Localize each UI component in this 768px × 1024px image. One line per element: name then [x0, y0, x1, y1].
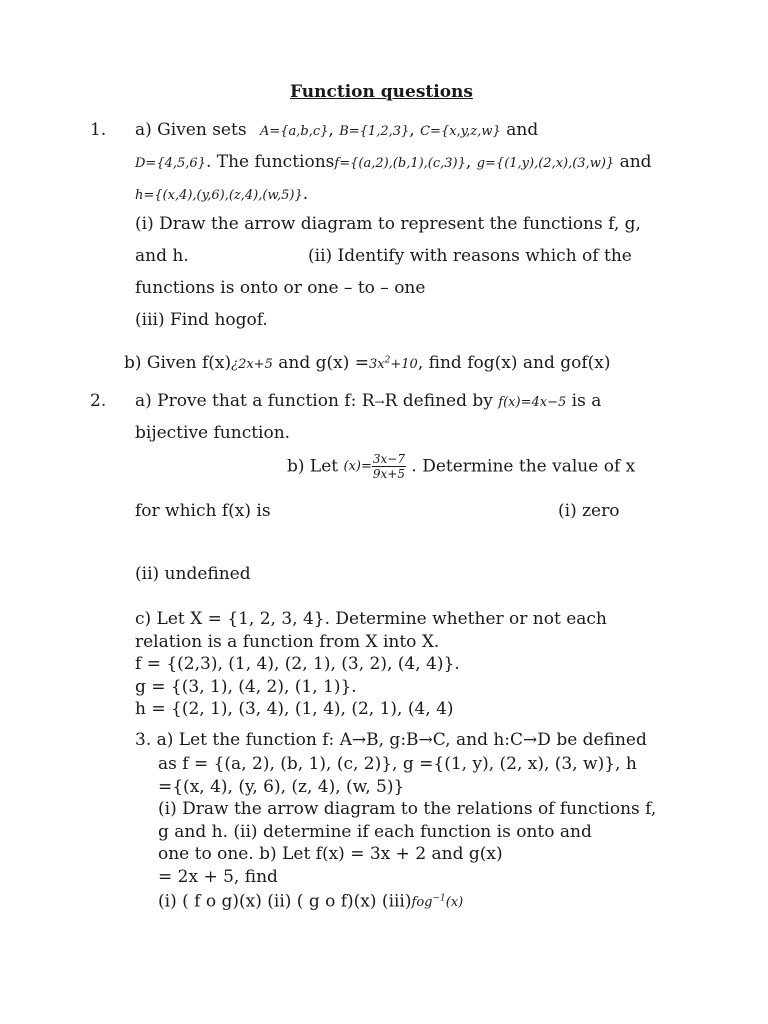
q2-b-fraction: $\frac{3x-7}{9x+5}$ [372, 452, 405, 481]
q2-bijective: bijective function. [135, 423, 291, 443]
q2-number: 2. [90, 391, 107, 411]
q3-line: = 2x + 5, find [158, 866, 278, 887]
q2-c-line: f = {(2,3), (1, 4), (2, 1), (3, 2), (4, 4)}. [135, 654, 460, 674]
q1-ii-text: (ii) Identify with reasons which of the [308, 246, 632, 266]
q2-c-line: h = {(2, 1), (3, 4), (1, 4), (2, 1), (4, 4) [135, 699, 454, 719]
q2-c-line: g = {(3, 1), (4, 2), (1, 1)}. [135, 676, 357, 697]
set-d: D={4,5,6} [135, 156, 206, 171]
q1-b-gx: $3x^2+10$ [369, 355, 418, 372]
q1-i-text: (i) Draw the arrow diagram to represent the functions f, g, [135, 214, 641, 234]
q2-c-line: c) Let X = {1, 2, 3, 4}. Determine whether or not each [135, 609, 607, 629]
q1-line-3: h={(x,4),(y,6),(z,4),(w,5)}. [135, 184, 309, 204]
q2-c-line: relation is a function from X into X. [135, 631, 440, 652]
q3-line: as f = {(a, 2), (b, 1), (c, 2)}, g ={(1, y), (2, x), (3, w)}, h [158, 754, 637, 774]
q3-line: (i) Draw the arrow diagram to the relations of functions f, [158, 799, 657, 819]
q2-a-fx: f(x)=4x−5 [498, 395, 567, 410]
q2-b-line [287, 452, 635, 481]
h-def: h={(x,4),(y,6),(z,4),(w,5)} [135, 188, 303, 203]
q1-number: 1. [90, 120, 107, 140]
set-a: A={a,b,c} [259, 124, 329, 139]
q3-last-prefix: (i) ( f o g)(x) (ii) ( g o f)(x) (iii) [158, 891, 412, 912]
q2-b-prefix: b) Let [287, 456, 339, 477]
q2-a-suffix: is a [571, 391, 602, 411]
q1-and-h: and h. [135, 246, 189, 266]
q1-iii-text: (iii) Find hogof. [135, 310, 268, 330]
q1-b-mid: and g(x) = [278, 353, 370, 373]
q1-b-fx: ¿2x+5 [231, 357, 273, 372]
q1-b-line [124, 353, 611, 373]
and-text-2: and [619, 152, 652, 172]
q1-line-1: a) Given sets A={a,b,c}, B={1,2,3}, C={x,y,z,w} and [135, 120, 539, 140]
q1-onto-text: functions is onto or one – to – one [135, 278, 426, 298]
q2-a-mid: R defined by [384, 391, 493, 411]
q3-line: one to one. b) Let f(x) = 3x + 2 and g(x) [158, 844, 503, 864]
q2-c-block [135, 608, 607, 721]
q1-b-prefix: b) Given f(x) [124, 353, 232, 373]
q3-last-math: fog$^{-1}$(x) [411, 894, 464, 911]
q2-a-line [135, 391, 601, 411]
q3-line: ={(x, 4), (y, 6), (z, 4), (w, 5)} [158, 776, 405, 797]
functions-text: . The functions [205, 152, 335, 172]
page-title: Function questions [290, 82, 473, 102]
q3-line: g and h. (ii) determine if each function is onto and [158, 821, 592, 842]
f-def: f={(a,2),(b,1),(c,3)} [334, 156, 466, 171]
set-c: C={x,y,z,w} [420, 124, 501, 139]
q3-block [158, 753, 656, 915]
q2-i-zero: (i) zero [558, 501, 620, 521]
q3-last-line [158, 888, 656, 915]
q2-b-suffix: . Determine the value of x [411, 456, 636, 477]
g-def: g={(1,y),(2,x),(3,w)} [476, 156, 615, 171]
q2-b-x: (x)= [343, 459, 372, 474]
q1-a-prefix: a) Given sets [135, 120, 247, 140]
q2-for-which: for which f(x) is [135, 501, 271, 521]
q1-b-suffix: , find fog(x) and gof(x) [417, 353, 611, 373]
q1-line-2: D={4,5,6}. The functionsf={(a,2),(b,1),(c,3)}, g={(1,y),(2,x),(3,w)} and [135, 152, 652, 172]
arrow-icon: → [374, 395, 385, 409]
set-b: B={1,2,3} [339, 124, 410, 139]
q3-line: 3. a) Let the function f: A→B, g:B→C, and h:C→D be defined [135, 730, 647, 750]
q2-a-prefix: a) Prove that a function f: R [135, 391, 375, 411]
and-text: and [506, 120, 539, 140]
q2-ii-undefined: (ii) undefined [135, 564, 251, 584]
